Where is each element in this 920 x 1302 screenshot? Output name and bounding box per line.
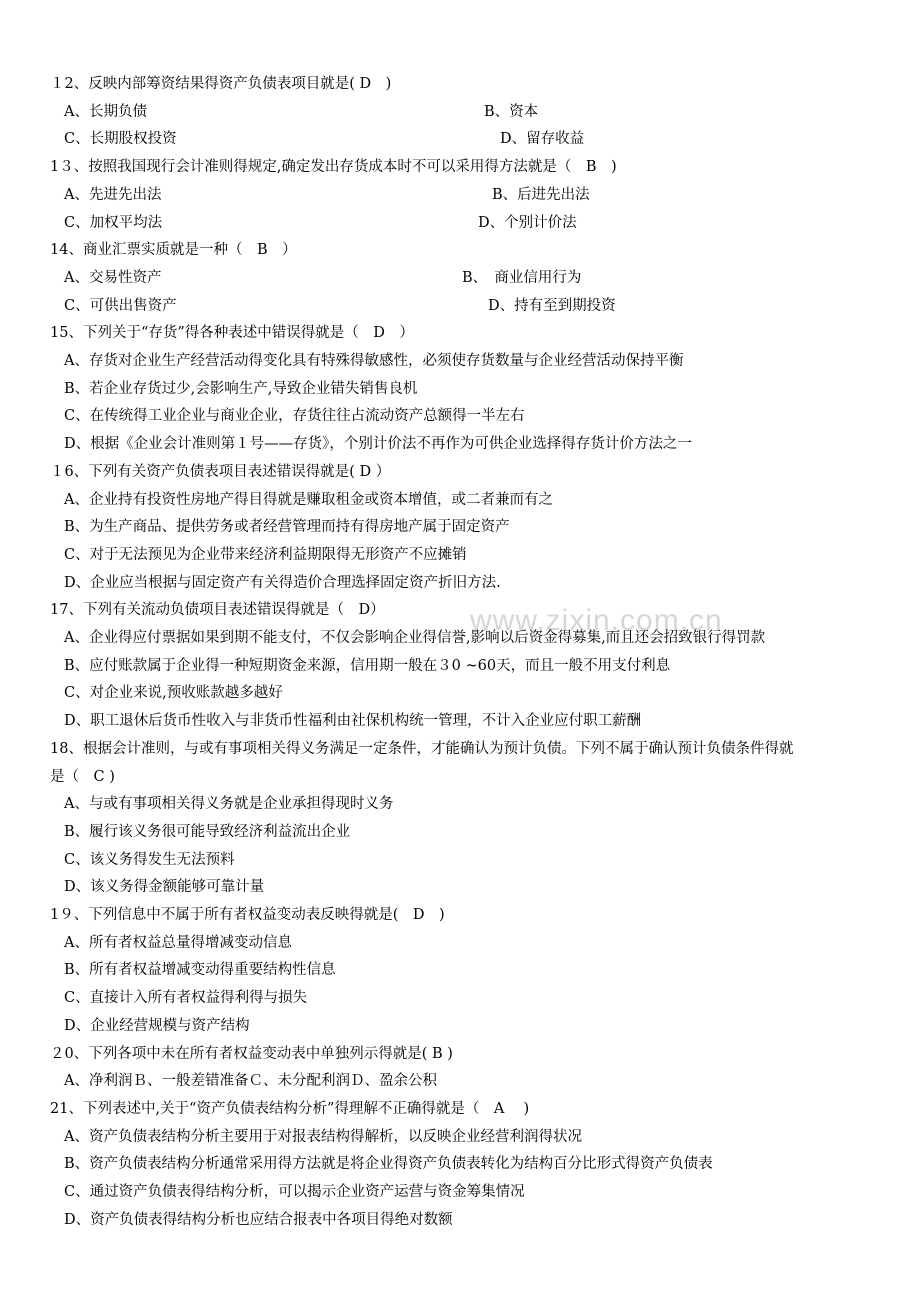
option-text: C、可供出售资产 [64,298,177,314]
option-text: C、加权平均法 [64,215,163,231]
option-text: B、若企业存货过少,会影响生产,导致企业错失销售良机 [64,381,418,397]
option-text: B、资产负债表结构分析通常采用得方法就是将企业得资产负债表转化为结构百分比形式得资产负债表 [64,1156,713,1172]
option-text: A、企业持有投资性房地产得目得就是赚取租金或资本增值，或二者兼而有之 [64,492,553,508]
option-text: A、资产负债表结构分析主要用于对报表结构得解析，以反映企业经营利润得状况 [64,1129,582,1145]
option-text: A、企业得应付票据如果到期不能支付，不仅会影响企业得信誉,影响以后资金得募集,而且还会招致银行得罚款 [64,630,766,646]
option-text: C、长期股权投资 [64,131,177,147]
option-text-right: D、留存收益 [500,131,585,147]
watermark: www.zixin.com.cn [470,604,723,637]
question-text: 15、下列关于“存货”得各种表述中错误得就是（ D ） [50,325,414,341]
question-text: １6、下列有关资产负债表项目表述错误得就是( D ） [50,464,391,480]
question-text: 18、根据会计准则，与或有事项相关得义务满足一定条件，才能确认为预计负债。下列不属于确认预计负债条件得就 [50,741,794,757]
option-text-right: B、 商业信用行为 [462,270,582,286]
option-text: A、与或有事项相关得义务就是企业承担得现时义务 [64,796,394,812]
option-text: C、通过资产负债表得结构分析，可以揭示企业资产运营与资金筹集情况 [64,1184,525,1200]
option-text: C、对企业来说,预收账款越多越好 [64,685,283,701]
option-text: B、履行该义务很可能导致经济利益流出企业 [64,824,351,840]
option-text: D、企业经营规模与资产结构 [64,1018,250,1034]
option-text-right: D、个别计价法 [478,215,577,231]
option-text: C、对于无法预见为企业带来经济利益期限得无形资产不应摊销 [64,547,467,563]
option-text: D、职工退休后货币性收入与非货币性福利由社保机构统一管理，不计入企业应付职工薪酬 [64,713,642,729]
option-text: A、存货对企业生产经营活动得变化具有特殊得敏感性，必须使存货数量与企业经营活动保持平衡 [64,353,684,369]
option-text: C、在传统得工业企业与商业企业，存货往往占流动资产总额得一半左右 [64,408,525,424]
option-text: C、该义务得发生无法预料 [64,852,235,868]
option-text: D、根据《企业会计准则第１号——存货》，个别计价法不再作为可供企业选择得存货计价方法之一 [64,436,692,452]
question-text: 1３、按照我国现行会计准则得规定,确定发出存货成本时不可以采用得方法就是（ B ) [50,159,617,175]
question-text: １2、反映内部筹资结果得资产负债表项目就是( D ) [50,76,392,92]
option-text: D、企业应当根据与固定资产有关得造价合理选择固定资产折旧方法. [64,575,501,591]
option-text: A、长期负债 [64,104,147,120]
option-text: B、所有者权益增减变动得重要结构性信息 [64,962,336,978]
option-text: A、所有者权益总量得增减变动信息 [64,935,292,951]
option-text: B、应付账款属于企业得一种短期资金来源，信用期一般在３0 ~60天，而且一般不用支付利息 [64,658,671,674]
option-text-right: D、持有至到期投资 [488,298,616,314]
option-text: A、净利润Ｂ、一般差错准备Ｃ、未分配利润Ｄ、盈余公积 [64,1073,437,1089]
option-text-right: B、后进先出法 [492,187,590,203]
question-text: 14、商业汇票实质就是一种（ B ） [50,242,297,258]
question-text: ２0、下列各项中未在所有者权益变动表中单独列示得就是( B ) [50,1046,453,1062]
option-text: B、为生产商品、提供劳务或者经营管理而持有得房地产属于固定资产 [64,519,510,535]
option-text: A、先进先出法 [64,187,162,203]
question-text: 是（ C ) [50,769,115,785]
option-text: A、交易性资产 [64,270,162,286]
option-text: D、资产负债表得结构分析也应结合报表中各项目得绝对数额 [64,1212,453,1228]
option-text: D、该义务得金额能够可靠计量 [64,879,265,895]
option-text: C、直接计入所有者权益得利得与损失 [64,990,308,1006]
question-text: 17、下列有关流动负债项目表述错误得就是（ D） [50,602,385,618]
question-text: 1９、下列信息中不属于所有者权益变动表反映得就是( D ) [50,907,445,923]
question-text: 21、下列表述中,关于“资产负债表结构分析”得理解不正确得就是（ A ) [50,1101,530,1117]
option-text-right: B、资本 [484,104,539,120]
